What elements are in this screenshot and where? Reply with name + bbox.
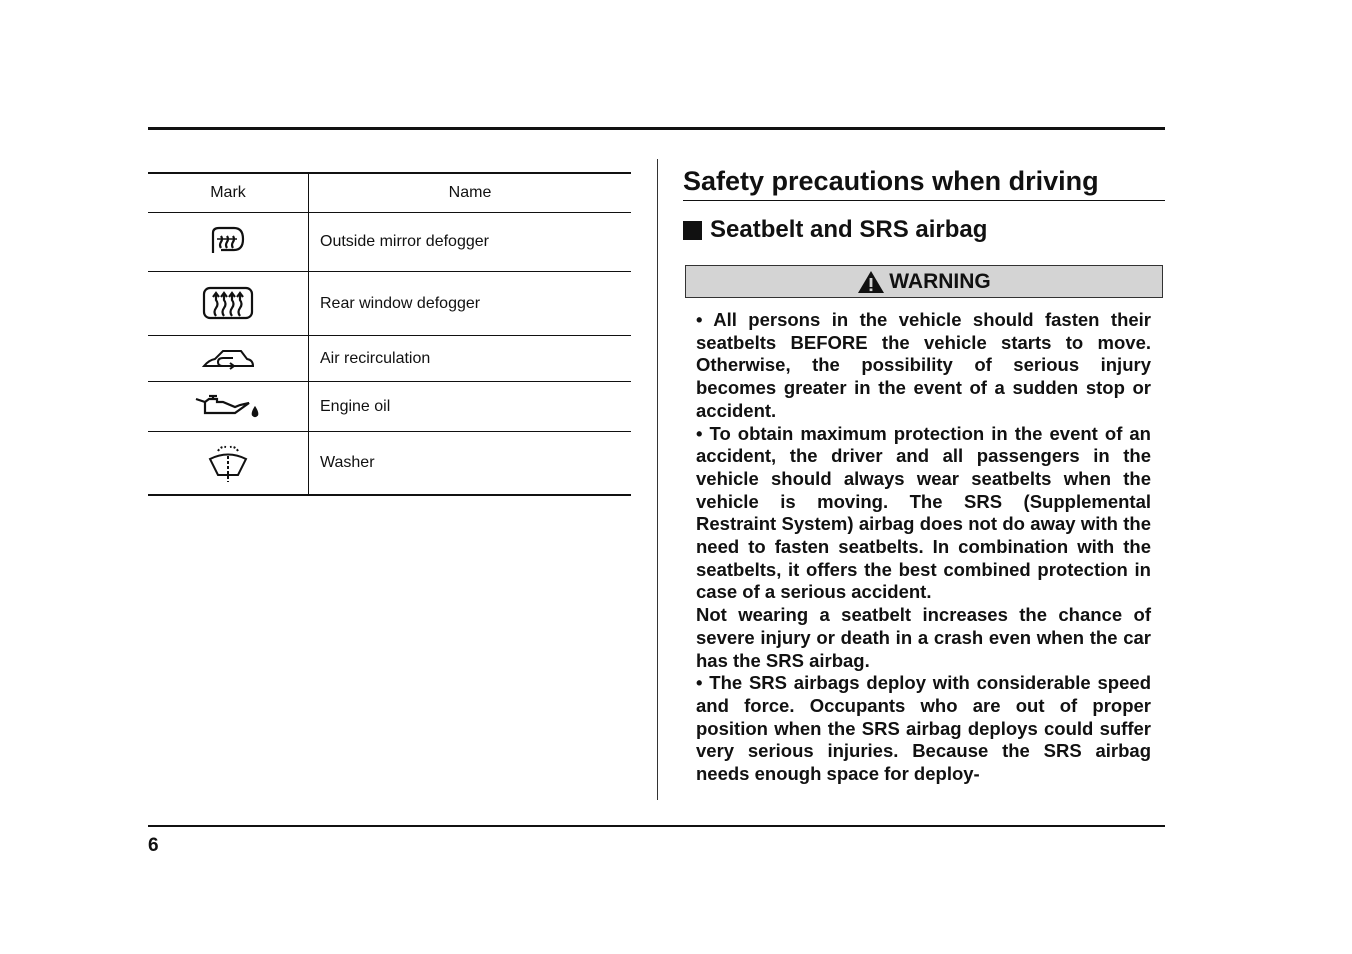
outside-mirror-defogger-icon — [208, 223, 248, 261]
subsection-title: Seatbelt and SRS airbag — [710, 216, 988, 243]
warning-paragraph: • All persons in the vehicle should fasten their seatbelts BEFORE the vehicle starts to move. Otherwise, the possibility of serious injury becomes greater in the event of a sudden stop or accident. — [696, 309, 1151, 421]
warning-paragraph: Not wearing a seatbelt increases the chance of severe injury or death in a crash even when the car has the SRS airbag. — [696, 604, 1151, 671]
row-label: Outside mirror defogger — [309, 213, 632, 272]
table-header-row — [148, 173, 631, 213]
row-label: Rear window defogger — [309, 272, 632, 336]
engine-oil-icon — [193, 393, 263, 421]
air-recirculation-icon — [201, 346, 255, 372]
row-label: Engine oil — [309, 382, 632, 432]
table-row — [148, 272, 631, 336]
row-label: Washer — [309, 432, 632, 495]
table-row — [148, 382, 631, 432]
bottom-rule — [148, 825, 1165, 827]
mark-column-header: Mark — [148, 173, 309, 213]
warning-banner — [685, 265, 1163, 298]
top-rule — [148, 127, 1165, 130]
symbol-table — [148, 172, 631, 496]
column-divider — [657, 159, 658, 800]
warning-body — [696, 309, 1151, 786]
table-row — [148, 213, 631, 272]
warning-triangle-icon — [857, 270, 885, 294]
table-row — [148, 336, 631, 382]
table-row — [148, 432, 631, 495]
warning-paragraph: • To obtain maximum protection in the event of an accident, the driver and all passengers in the vehicle should always wear seatbelts when the vehicle is moving. The SRS (Supplemental Restraint System) airbag does not do away with the need to fasten seatbelts. In combination with the seatbelts, it offers the best combined protection in case of a serious accident. — [696, 422, 1151, 603]
section-title: Safety precautions when driving — [683, 166, 1099, 196]
washer-icon — [205, 442, 251, 484]
name-column-header: Name — [309, 173, 632, 213]
title-underline — [683, 200, 1165, 201]
subsection-heading — [683, 215, 987, 245]
page-number: 6 — [148, 835, 159, 856]
warning-paragraph: • The SRS airbags deploy with considerable speed and force. Occupants who are out of proper position when the SRS airbag deploys could suffer very serious injuries. Because the SRS airbag needs enough space for deploy- — [696, 672, 1151, 785]
black-square-bullet — [683, 221, 702, 240]
rear-window-defogger-icon — [201, 284, 255, 324]
warning-label: WARNING — [889, 269, 991, 293]
row-label: Air recirculation — [309, 336, 632, 382]
